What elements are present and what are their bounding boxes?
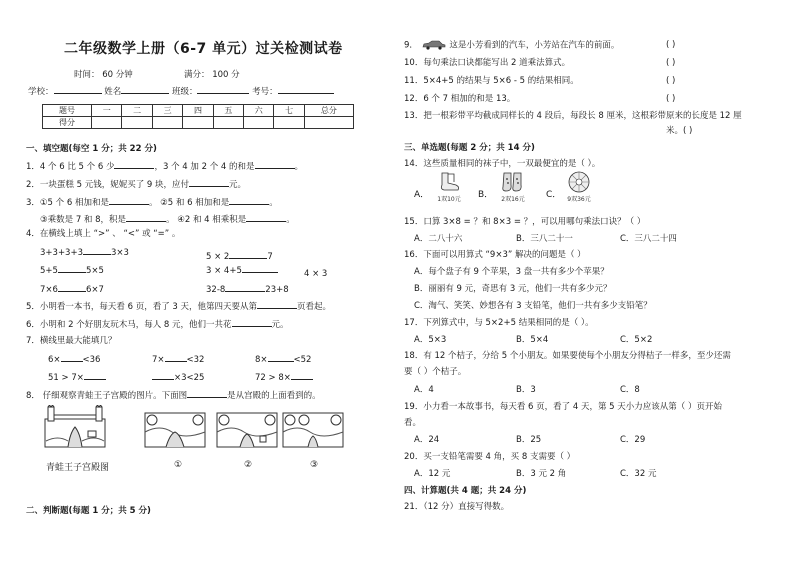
score-cell[interactable] [244, 117, 274, 129]
q2-text: 2．一块蛋糕 5 元钱，妮妮买了 9 块，应付 [26, 180, 190, 190]
question-19: 19．小力看一本故事书，每天看 6 页，看了 4 天，第 5 天小力应该从第（ ）页开始 [404, 402, 722, 412]
q17-option-a[interactable]: A．5×3 [414, 335, 447, 345]
q4-expr: 7 [267, 252, 273, 262]
score-cell[interactable] [92, 117, 122, 129]
q4-blank[interactable] [58, 264, 86, 273]
car-icon [421, 40, 447, 50]
q4-expr: 5×5 [85, 266, 104, 276]
q4-expr: 23+8 [265, 285, 289, 295]
q4-expr: 3×3 [111, 248, 129, 258]
full-score-label: 满分： 100 分 [184, 70, 240, 80]
q3-blank-3[interactable] [126, 213, 166, 222]
q5-text: 5．小明看一本书，每天看 6 页，看了 3 天，他第四天要从第 [26, 302, 258, 312]
q5-blank[interactable] [257, 300, 297, 309]
q1-text: 1．4 个 6 比 5 个 6 少 [26, 162, 115, 172]
score-table [42, 104, 354, 129]
q19-option-a[interactable]: A．24 [414, 435, 440, 445]
q7-blank[interactable] [268, 353, 294, 362]
q7-item [255, 353, 311, 366]
q20-option-b[interactable]: B．3 元 2 角 [516, 469, 567, 479]
q19-option-b[interactable]: B．25 [516, 435, 542, 445]
q7-expr: ×3<25 [174, 373, 205, 383]
section-3-heading: 三、单选题(每题 2 分；共 14 分) [404, 143, 535, 153]
q13-text-2: 米。 [666, 126, 684, 136]
score-head-cell: 三 [152, 105, 182, 117]
q4-expr: 5+5 [40, 266, 58, 276]
name-label: 姓名 [104, 87, 122, 97]
q4-item [206, 250, 273, 263]
q7-blank[interactable] [61, 353, 83, 362]
q14-option-a-caption: 1双10元 [437, 196, 461, 203]
q4-blank[interactable] [58, 283, 86, 292]
q18-option-b[interactable]: B．3 [516, 385, 536, 395]
q7-expr: 6× [48, 355, 61, 365]
q1-text-2: ，3 个 4 加 2 个 4 的和是 [154, 162, 255, 172]
score-head-cell: 一 [92, 105, 122, 117]
score-cell[interactable] [304, 117, 353, 129]
question-11: 11．5×4+5 的结果与 5×6 - 5 的结果相同。 [404, 76, 579, 86]
q5-text-2: 页看起。 [297, 302, 332, 312]
question-18-cont: 要（ ）个桔子。 [404, 367, 467, 377]
option-3-image [282, 412, 344, 448]
q4-blank[interactable] [229, 250, 267, 259]
question-15: 15．口算 3×8 = ？和 8×3 = ？，可以用哪句乘法口诀？（ ） [404, 217, 646, 227]
question-13-cont [666, 126, 692, 137]
q7-blank[interactable] [165, 353, 187, 362]
question-17: 17．下列算式中，与 5×2+5 结果相同的是（ ）。 [404, 318, 594, 328]
question-18: 18．有 12 个桔子，分给 5 个小朋友。如果要使每个小朋友分得桔子一样多，至少还需 [404, 351, 731, 361]
question-14: 14．这些质量相同的袜子中，一双最便宜的是（ ）。 [404, 159, 601, 169]
page-title: 二年级数学上册（6-7 单元）过关检测试卷 [64, 41, 343, 57]
q7-expr: 72 > 8× [255, 373, 291, 383]
score-cell[interactable] [152, 117, 182, 129]
score-table-head [43, 105, 354, 117]
q3a-text: 3．①5 个 6 相加和是 [26, 198, 109, 208]
option-1-image [144, 412, 206, 448]
q15-option-b[interactable]: B．三八二十一 [516, 234, 573, 244]
q7-item [152, 371, 204, 384]
q8-text-2: 是从宫殿的上面看到的。 [227, 391, 321, 401]
option-1-caption: ① [174, 460, 183, 470]
section-2-heading: 二、判断题(每题 1 分；共 5 分) [26, 506, 151, 516]
score-head-cell: 七 [274, 105, 304, 117]
frog-palace-image [44, 405, 106, 449]
q3-blank-2[interactable] [229, 196, 269, 205]
q3-blank-1[interactable] [109, 196, 149, 205]
q16-option-a[interactable]: A．每个盘子有 9 个苹果，3 盘一共有多少个苹果？ [414, 267, 609, 277]
question-6 [26, 318, 289, 331]
q4-item: 4 × 3 [304, 269, 328, 279]
q7-blank[interactable] [291, 371, 313, 380]
q4-item [206, 264, 278, 277]
class-label: 班级： [171, 87, 198, 97]
q9-text: 这是小芳看到的汽车，小芳站在汽车的前面。 [449, 40, 620, 51]
q2-blank[interactable] [189, 178, 229, 187]
sock-bundle-icon [566, 170, 592, 194]
section-1-heading: 一、填空题(每空 1 分；共 22 分) [26, 144, 157, 154]
q4-item [40, 283, 104, 296]
q7-expr: <52 [293, 355, 312, 365]
exam-no-label: 考号： [252, 87, 278, 97]
q6-text: 6．小明和 2 个好朋友玩木马，每人 8 元，他们一共花 [26, 320, 232, 330]
score-head-cell: 题号 [43, 105, 92, 117]
q11-answer-paren[interactable]: ( ) [666, 76, 676, 86]
question-5 [26, 300, 331, 313]
q14-option-c-caption: 9双36元 [567, 196, 591, 203]
question-12: 12．6 个 7 相加的和是 13。 [404, 94, 516, 104]
q7-expr: 51 > 7× [48, 373, 84, 383]
score-cell[interactable] [213, 117, 243, 129]
q20-option-c[interactable]: C．32 元 [620, 469, 657, 479]
q15-option-a[interactable]: A．二八十六 [414, 234, 463, 244]
q12-answer-paren[interactable]: ( ) [666, 94, 676, 104]
q4-item [206, 283, 289, 296]
q17-option-c[interactable]: C．5×2 [620, 335, 653, 345]
score-table-row [43, 117, 354, 129]
q15-option-c[interactable]: C．三八二十四 [620, 234, 677, 244]
q20-option-a[interactable]: A．12 元 [414, 469, 451, 479]
q4-expr: 5 × 2 [206, 252, 230, 262]
question-13: 13．把一根彩带平均截成同样长的 4 段后，每段长 8 厘米，这根彩带原来的长度是 12 厘 [404, 111, 742, 121]
q10-answer-paren[interactable]: ( ) [666, 58, 676, 68]
score-row-label: 得分 [43, 117, 92, 129]
option-3-caption: ③ [310, 460, 319, 470]
q3f-text: 。 [286, 215, 295, 225]
sock-icon [500, 171, 526, 193]
q4-expr: 7×6 [40, 285, 58, 295]
q3-blank-4[interactable] [246, 213, 286, 222]
score-cell[interactable] [122, 117, 152, 129]
question-3-line-2 [40, 213, 295, 226]
class-field[interactable] [197, 85, 249, 94]
option-2-image [216, 412, 278, 448]
q18-option-c[interactable]: C．8 [620, 385, 640, 395]
q16-option-b[interactable]: B．丽丽有 9 元，奇思有 3 元，他们一共有多少元？ [414, 284, 612, 294]
q3c-text: 。 [269, 198, 278, 208]
question-8 [26, 389, 321, 402]
q7-item [255, 371, 313, 384]
question-3-line-1 [26, 196, 278, 209]
q7-item [48, 353, 100, 366]
q7-expr: <36 [82, 355, 101, 365]
q18-option-a[interactable]: A．4 [414, 385, 434, 395]
q7-item [48, 371, 106, 384]
question-16: 16．下面可以用算式 “9×3” 解决的问题是（ ） [404, 250, 586, 260]
q14-option-c-label[interactable]: C． [546, 190, 562, 200]
q3d-text: ③乘数是 7 和 8，积是 [40, 215, 127, 225]
time-label: 时间： 60 分钟 [74, 70, 133, 80]
q6-text-2: 元。 [271, 320, 289, 330]
q8-text: 8． 仔细观察青蛙王子宫殿的图片。下面图 [26, 391, 188, 401]
score-head-cell: 五 [213, 105, 243, 117]
q13-answer-paren[interactable]: ( ) [683, 126, 693, 136]
score-head-cell: 四 [183, 105, 213, 117]
score-cell[interactable] [274, 117, 304, 129]
q4-blank[interactable] [83, 246, 111, 255]
q9-num: 9． [404, 40, 418, 51]
section-4-heading: 四、计算题(共 4 题；共 24 分) [404, 486, 527, 496]
exam-no-field[interactable] [278, 85, 334, 94]
name-field[interactable] [121, 85, 169, 94]
sock-icon [436, 171, 462, 193]
q6-blank[interactable] [232, 318, 272, 327]
q7-blank[interactable] [84, 371, 106, 380]
q8-blank[interactable] [187, 389, 227, 398]
q14-option-b-label[interactable]: B． [478, 190, 494, 200]
question-10: 10．每句乘法口诀都能写出 2 道乘法算式。 [404, 58, 571, 68]
q3b-text: 。 ②5 和 6 相加和是 [148, 198, 230, 208]
question-21: 21．（12 分）直接写得数。 [404, 502, 510, 512]
question-20: 20．买一支铅笔需要 4 角，买 8 支需要（ ） [404, 452, 576, 462]
q1-blank-2[interactable] [255, 160, 295, 169]
q9-answer-paren[interactable]: ( ) [666, 40, 676, 50]
q4-blank[interactable] [225, 283, 265, 292]
q7-expr: 7× [152, 355, 165, 365]
q14-option-a-label[interactable]: A． [414, 190, 430, 200]
question-4: 4．在横线上填上 “>” 、 “<” 或 “=” 。 [26, 229, 181, 239]
q4-item [40, 246, 129, 259]
q4-expr: 3 × 4+5 [206, 266, 242, 276]
question-19-cont: 看。 [404, 418, 422, 428]
info-line [28, 85, 334, 98]
score-cell[interactable] [183, 117, 213, 129]
q4-expr: 6×7 [85, 285, 104, 295]
q4-blank[interactable] [242, 264, 278, 273]
q7-blank[interactable] [152, 371, 174, 380]
q4-item [40, 264, 104, 277]
option-2-caption: ② [244, 460, 253, 470]
q4-expr: 3+3+3+3 [40, 248, 83, 258]
palace-caption: 青蛙王子宫殿图 [46, 463, 110, 473]
q1-text-3: 。 [294, 162, 304, 172]
school-label: 学校： [28, 87, 54, 97]
q4-expr: 32-8 [206, 285, 226, 295]
question-7: 7．横线里最大能填几？ [26, 336, 117, 346]
question-9 [404, 40, 619, 52]
q7-expr: <32 [186, 355, 205, 365]
q19-option-c[interactable]: C．29 [620, 435, 646, 445]
score-head-cell: 二 [122, 105, 152, 117]
q16-option-c[interactable]: C．淘气、笑笑、妙想各有 3 支铅笔，他们一共有多少支铅笔？ [414, 301, 652, 311]
q1-blank-1[interactable] [114, 160, 154, 169]
score-head-cell: 总分 [304, 105, 353, 117]
q7-expr: 8× [255, 355, 268, 365]
q2-text-2: 元。 [229, 180, 247, 190]
q7-item [152, 353, 204, 366]
question-1 [26, 160, 303, 173]
q17-option-b[interactable]: B．5×4 [516, 335, 549, 345]
score-head-cell: 六 [244, 105, 274, 117]
question-2 [26, 178, 246, 191]
q3e-text: 。 ④2 和 4 相乘积是 [166, 215, 247, 225]
school-field[interactable] [54, 85, 102, 94]
q14-option-b-caption: 2双16元 [501, 196, 525, 203]
